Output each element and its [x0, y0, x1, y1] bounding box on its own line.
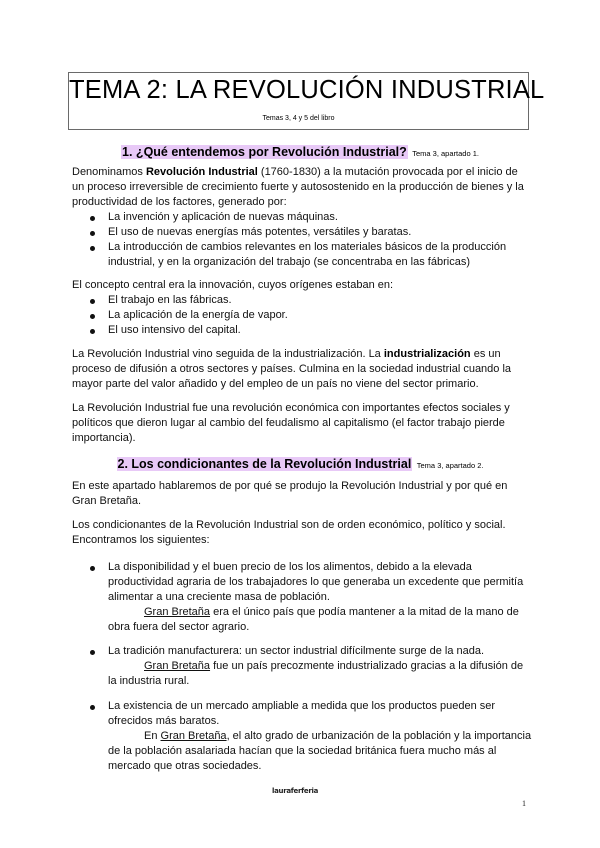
section-2-intro-paragraph: En este apartado hablaremos de por qué se produjo la Revolución Industrial y por qué en Gran Bretaña. [72, 480, 508, 507]
footer-author: lauraferferia [272, 787, 318, 795]
gb-note [108, 659, 532, 689]
condition-text: La disponibilidad y el buen precio de los los alimentos, debido a la elevada productividad agraria de los trabajadores lo que generaba un excedente que permitía alimentar a una creciente masa de población. [108, 561, 524, 603]
list-item: El trabajo en las fábricas. [72, 293, 532, 308]
list-item: La invención y aplicación de nuevas máquinas. [72, 210, 532, 225]
industrialization-text-pre: La Revolución Industrial vino seguida de la industrialización. La [72, 348, 384, 360]
condition-1-block [72, 560, 532, 635]
list-item [72, 560, 532, 635]
gb-note-post: era el único país que podía mantener a la mitad de la mano de obra fuera del sector agrario. [108, 606, 519, 633]
document-title: TEMA 2: LA REVOLUCIÓN INDUSTRIAL [69, 76, 545, 104]
title-box [68, 72, 545, 130]
list-item: El uso de nuevas energías más potentes, versátiles y baratas. [72, 225, 532, 240]
effects-paragraph: La Revolución Industrial fue una revolución económica con importantes efectos sociales y políticos que dieron lugar al cambio del feudalismo al capitalismo (el factor trabajo pierde importancia). [72, 402, 510, 444]
section-1-ref: Tema 3, apartado 1. [412, 149, 479, 158]
condition-3-block [72, 699, 532, 774]
industrialization-bold-term: industrialización [383, 348, 471, 360]
section-2-title: 2. Los condicionantes de la Revolución Industrial [117, 457, 412, 471]
conditions-list-3 [72, 699, 532, 774]
section-2-heading [0, 455, 600, 473]
conditions-list-2 [72, 644, 532, 689]
conditions-list-1 [72, 560, 532, 635]
gb-underlined: Gran Bretaña [160, 730, 227, 742]
section-1-intro-block [72, 165, 532, 270]
industrialization-paragraph [72, 347, 532, 392]
origins-list [72, 293, 532, 338]
condition-text: La existencia de un mercado ampliable a medida que los productos pueden ser ofrecidos más baratos. [108, 700, 496, 727]
gb-underlined: Gran Bretaña [144, 660, 211, 672]
section-1-heading [0, 143, 600, 161]
page-number: 1 [522, 799, 526, 808]
industrialization-block [72, 347, 532, 392]
list-item [72, 644, 532, 689]
effects-block [72, 401, 532, 446]
factors-list [72, 210, 532, 270]
intro-bold-term: Revolución Industrial [145, 166, 258, 178]
gb-note [108, 729, 532, 774]
intro-text-pre: Denominamos [72, 166, 146, 178]
condition-2-block [72, 644, 532, 689]
section-1-title: 1. ¿Qué entendemos por Revolución Industrial? [122, 145, 407, 159]
gb-note-post: fue un país precozmente industrializado gracias a la difusión de la industria rural. [108, 660, 524, 687]
condition-text: La tradición manufacturera: un sector industrial difícilmente surge de la nada. [108, 645, 485, 657]
section-2-intro-block [72, 479, 532, 509]
conditions-intro-block [72, 518, 532, 548]
gb-note-post: , el alto grado de urbanización de la población y la importancia de la población asalariada hacían que la sociedad británica fuera mucho más al mercado que otras sociedades. [108, 730, 532, 772]
industrialization-text-post: es un proceso de difusión a otros sectores y países. Culmina en la sociedad industrial cuando la mayor parte del valor añadido y del empleo de un país no viene del sector primario. [72, 348, 512, 390]
section-2-ref: Tema 3, apartado 2. [416, 461, 484, 470]
document-subtitle: Temas 3, 4 y 5 del libro [262, 115, 335, 122]
intro-paragraph [72, 165, 532, 210]
list-item [72, 699, 532, 774]
gb-note [108, 605, 532, 635]
concept-block [72, 278, 532, 338]
concept-paragraph: El concepto central era la innovación, cuyos orígenes estaban en: [72, 279, 394, 291]
conditions-intro-paragraph: Los condicionantes de la Revolución Industrial son de orden económico, político y social. Encontramos los siguientes: [72, 519, 506, 546]
gb-note-pre: En [144, 730, 161, 742]
list-item: La introducción de cambios relevantes en los materiales básicos de la producción industrial, y en la organización del trabajo (se concentraba en las fábricas) [72, 240, 532, 270]
intro-text-post: (1760-1830) a la mutación provocada por el inicio de un proceso irreversible de crecimiento fuerte y autosostenido en la producción de bienes y la productividad de los factores, generado por: [72, 166, 524, 208]
list-item: El uso intensivo del capital. [72, 323, 532, 338]
list-item: La aplicación de la energía de vapor. [72, 308, 532, 323]
gb-underlined: Gran Bretaña [144, 606, 211, 618]
